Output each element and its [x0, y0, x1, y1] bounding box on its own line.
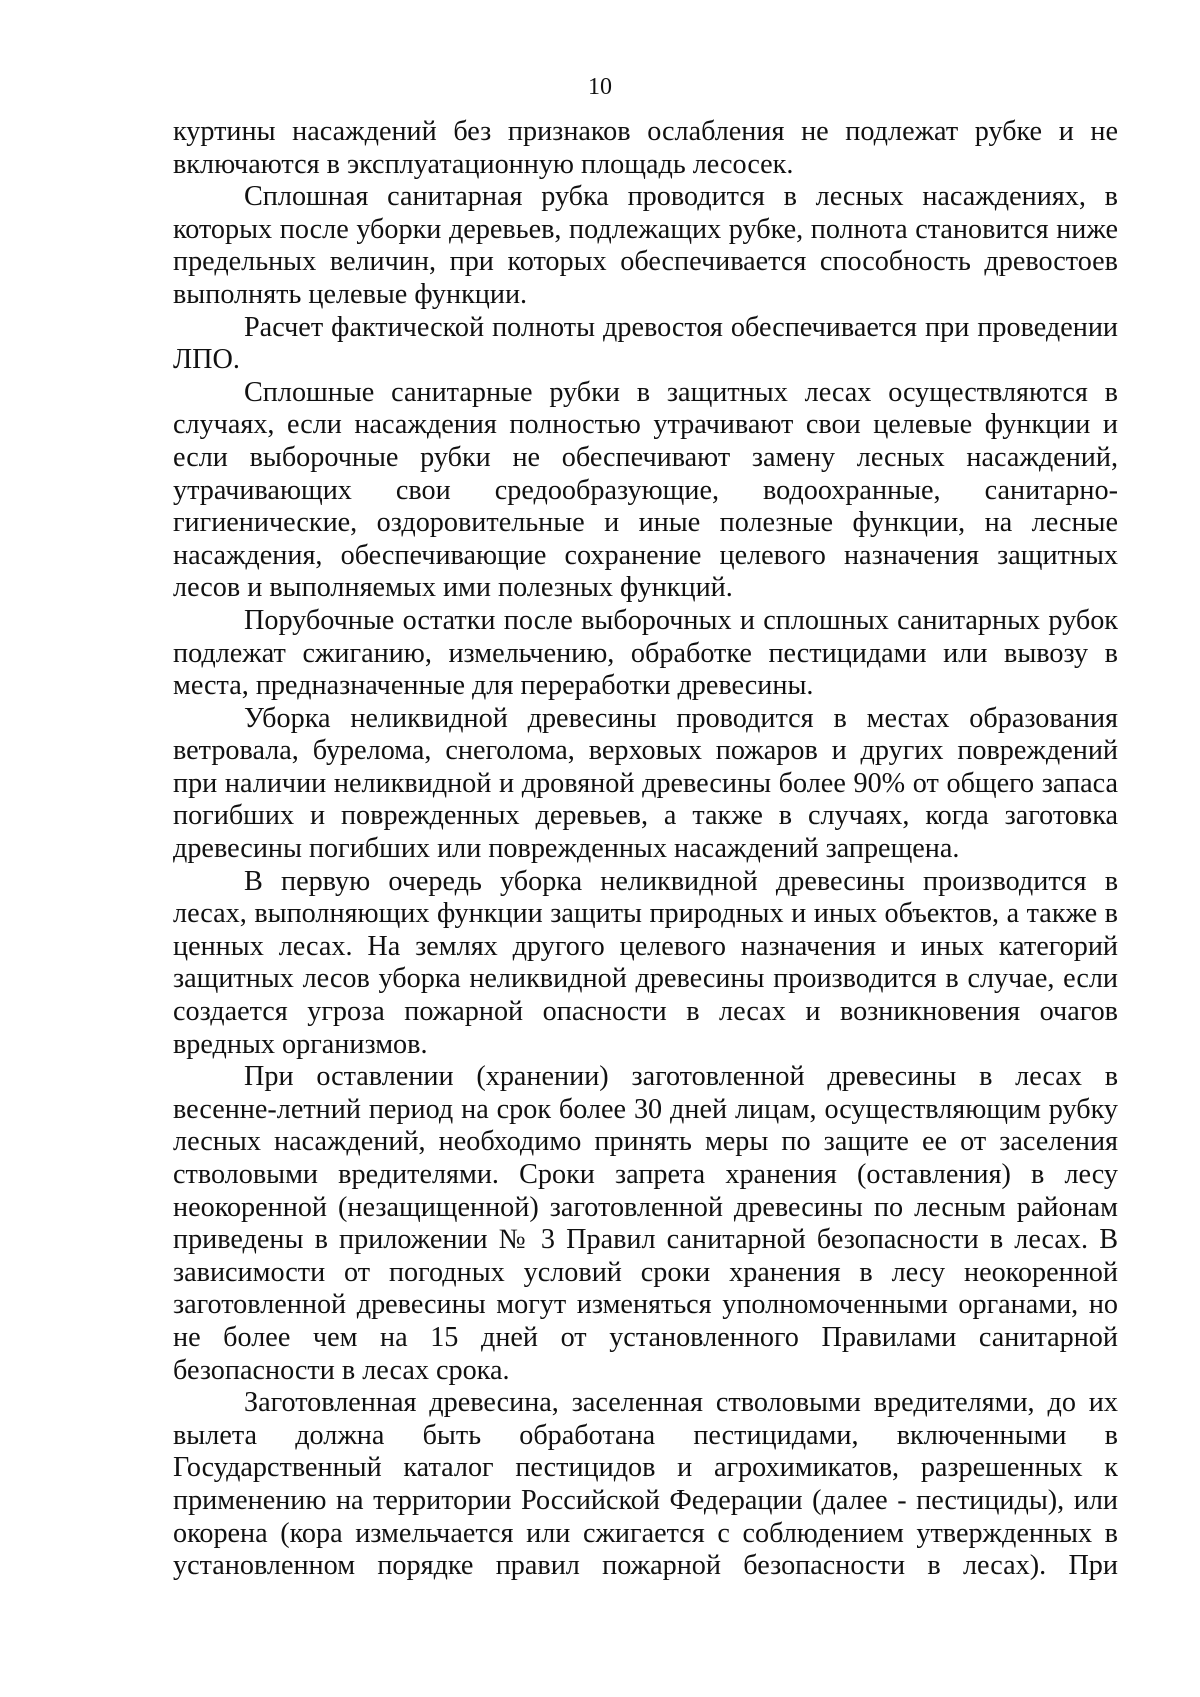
paragraph-priority-cleanup: В первую очередь уборка неликвидной древесины производится в лесах, выполняющих функции защиты природных и иных объектов, а также в ценных лесах. На землях другого целевого назначения и иных категорий защитных лесов уборка неликвидной древесины производится в случае, если создается угроза пожарной опасности в лесах и возникновения очагов вредных организмов. [173, 865, 1118, 1060]
paragraph-wood-storage: При оставлении (хранении) заготовленной древесины в лесах в весенне-летний период на срок более 30 дней лицам, осуществляющим рубку лесных насаждений, необходимо принять меры по защите ее от заселения стволовыми вредителями. Сроки запрета хранения (оставления) в лесу неокоренной (незащищенной) заготовленной древесины по лесным районам приведены в приложении № 3 Правил санитарной безопасности в лесах. В зависимости от погодных условий сроки хранения в лесу неокоренной заготовленной древесины могут изменяться уполномоченными органами, но не более чем на 15 дней от установленного Правилами санитарной безопасности в лесах срока. [173, 1061, 1118, 1386]
paragraph-logging-residues: Порубочные остатки после выборочных и сплошных санитарных рубок подлежат сжиганию, измельчению, обработке пестицидами или вывозу в места, предназначенные для переработки древесины. [173, 604, 1118, 702]
paragraph-illiquid-wood-cleanup: Уборка неликвидной древесины проводится в местах образования ветровала, бурелома, снеголома, верховых пожаров и других повреждений при наличии неликвидной и дровяной древесины более 90% от общего запаса погибших и поврежденных деревьев, а также в случаях, когда заготовка древесины погибших или поврежденных насаждений запрещена. [173, 702, 1118, 865]
paragraph-pest-treatment: Заготовленная древесина, заселенная стволовыми вредителями, до их вылета должна быть обработана пестицидами, включенными в Государственный каталог пестицидов и агрохимикатов, разрешенных к применению на территории Российской Федерации (далее - пестициды), или окорена (кора измельчается или сжигается с соблюдением утвержденных в установленном порядке правил пожарной безопасности в лесах). При [173, 1387, 1118, 1582]
page-number: 10 [588, 74, 612, 100]
paragraph-continuation: куртины насаждений без признаков ослабления не подлежат рубке и не включаются в эксплуатационную площадь лесосек. [173, 116, 1118, 180]
paragraph-stand-density-calculation: Расчет фактической полноты древостоя обеспечивается при проведении ЛПО. [173, 311, 1118, 376]
paragraph-protective-forests-felling: Сплошные санитарные рубки в защитных лесах осуществляются в случаях, если насаждения полностью утрачивают свои целевые функции и если выборочные рубки не обеспечивают замену лесных насаждений, утрачивающих свои средообразующие, водоохранные, санитарно-гигиенические, оздоровительные и иные полезные функции, на лесные насаждения, обеспечивающие сохранение целевого назначения защитных лесов и выполняемых ими полезных функций. [173, 376, 1118, 604]
document-body [173, 116, 1118, 1583]
paragraph-clear-sanitary-felling: Сплошная санитарная рубка проводится в лесных насаждениях, в которых после уборки деревьев, подлежащих рубке, полнота становится ниже предельных величин, при которых обеспечивается способность древостоев выполнять целевые функции. [173, 181, 1118, 310]
